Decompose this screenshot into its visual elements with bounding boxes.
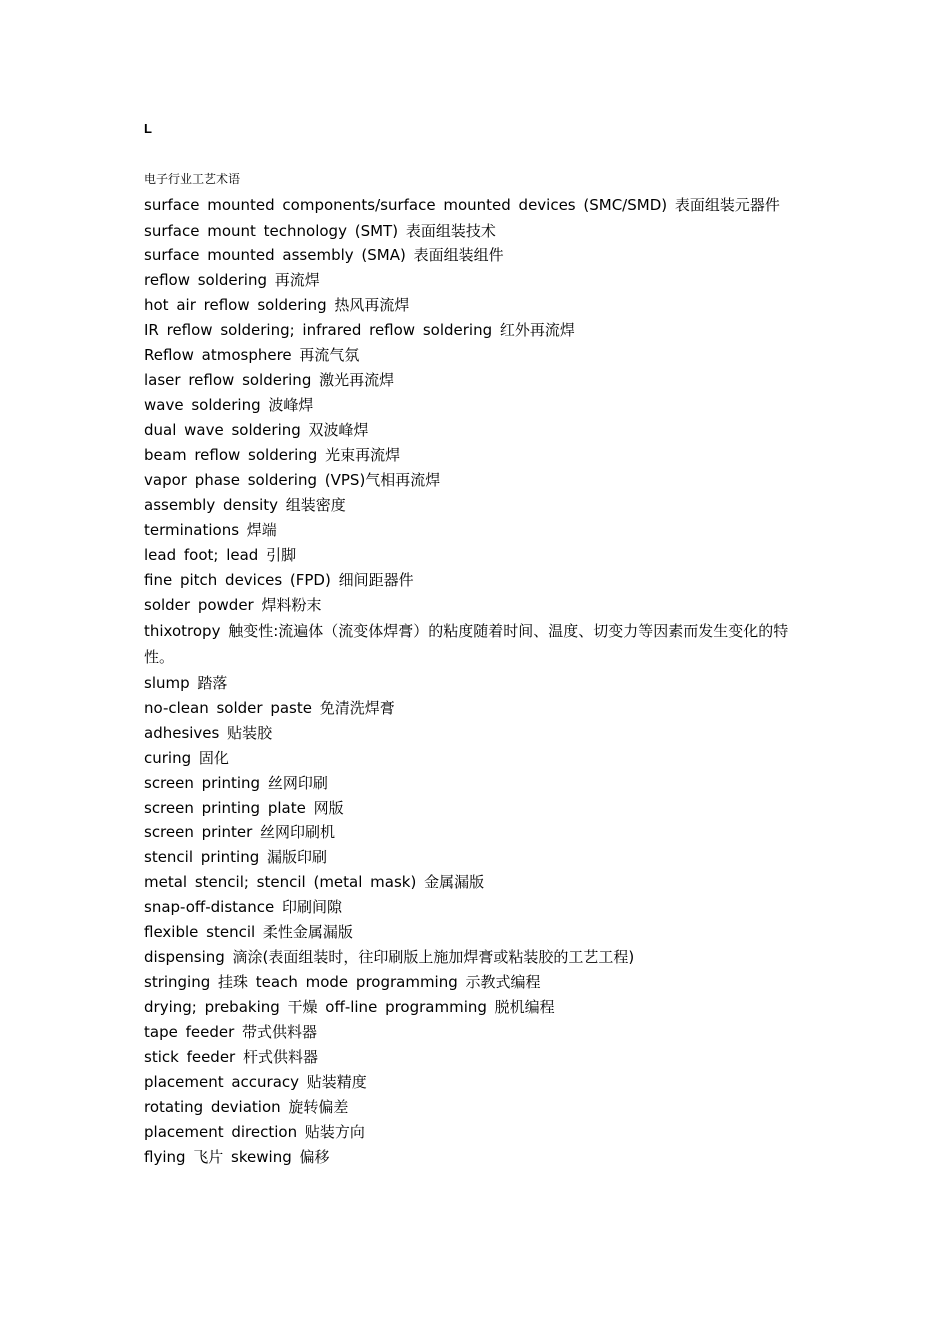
glossary-term: assembly density 组装密度 [144, 495, 346, 514]
glossary-term: rotating deviation 旋转偏差 [144, 1097, 349, 1116]
glossary-term: adhesives 贴装胶 [144, 723, 273, 742]
glossary-term: surface mounted components/surface mounted devices (SMC/SMD) 表面组装元器件 [144, 196, 780, 214]
glossary-term: screen printing plate 网版 [144, 798, 344, 817]
glossary-term-list [144, 192, 814, 1170]
glossary-term: wave soldering 波峰焊 [144, 396, 314, 415]
glossary-term: placement accuracy 贴装精度 [144, 1073, 367, 1091]
document-subtitle: 电子行业工艺术语 [144, 172, 241, 186]
glossary-term: reflow soldering 再流焊 [144, 271, 320, 290]
glossary-term: IR reflow soldering; infrared reflow soldering 红外再流焊 [144, 321, 575, 340]
glossary-term: no-clean solder paste 免清洗焊膏 [144, 698, 395, 717]
glossary-term: lead foot; lead 引脚 [144, 545, 297, 564]
glossary-term: thixotropy 触变性:流遍体（流变体焊膏）的粘度随着时间、温度、切变力等因素而发生变化的特性。 [144, 621, 789, 667]
glossary-term: flying 飞片 skewing 偏移 [144, 1147, 330, 1166]
glossary-term: slump 踏落 [144, 673, 228, 692]
glossary-term: beam reflow soldering 光束再流焊 [144, 446, 401, 465]
glossary-term: tape feeder 带式供料器 [144, 1023, 318, 1042]
glossary-term: solder powder 焊料粉末 [144, 595, 322, 614]
glossary-term: screen printer 丝网印刷机 [144, 823, 336, 842]
glossary-term: stick feeder 杆式供料器 [144, 1048, 318, 1067]
glossary-term: surface mount technology (SMT) 表面组装技术 [144, 221, 496, 240]
glossary-term: screen printing 丝网印刷 [144, 773, 328, 792]
glossary-term: Reflow atmosphere 再流气氛 [144, 346, 360, 365]
section-letter-heading: L [144, 121, 152, 136]
glossary-term: stencil printing 漏版印刷 [144, 848, 327, 867]
glossary-term: hot air reflow soldering 热风再流焊 [144, 296, 410, 315]
glossary-term: flexible stencil 柔性金属漏版 [144, 923, 353, 942]
glossary-term: stringing 挂珠 teach mode programming 示教式编程 [144, 973, 541, 992]
glossary-term: fine pitch devices (FPD) 细间距器件 [144, 570, 414, 589]
glossary-term: terminations 焊端 [144, 520, 277, 539]
glossary-term: laser reflow soldering 激光再流焊 [144, 371, 395, 390]
glossary-term: surface mounted assembly (SMA) 表面组装组件 [144, 246, 504, 265]
glossary-term: snap-off-distance 印刷间隙 [144, 898, 342, 917]
glossary-term: drying; prebaking 干燥 off-line programming 脱机编程 [144, 998, 555, 1017]
glossary-term: vapor phase soldering (VPS)气相再流焊 [144, 471, 441, 490]
glossary-term: dual wave soldering 双波峰焊 [144, 421, 369, 440]
glossary-term: curing 固化 [144, 748, 229, 767]
glossary-term: placement direction 贴装方向 [144, 1122, 365, 1141]
document-page [144, 120, 814, 1170]
glossary-term: metal stencil; stencil (metal mask) 金属漏版 [144, 873, 485, 892]
glossary-term: dispensing 滴涂(表面组装时，往印刷版上施加焊膏或粘装胶的工艺工程) [144, 948, 635, 967]
